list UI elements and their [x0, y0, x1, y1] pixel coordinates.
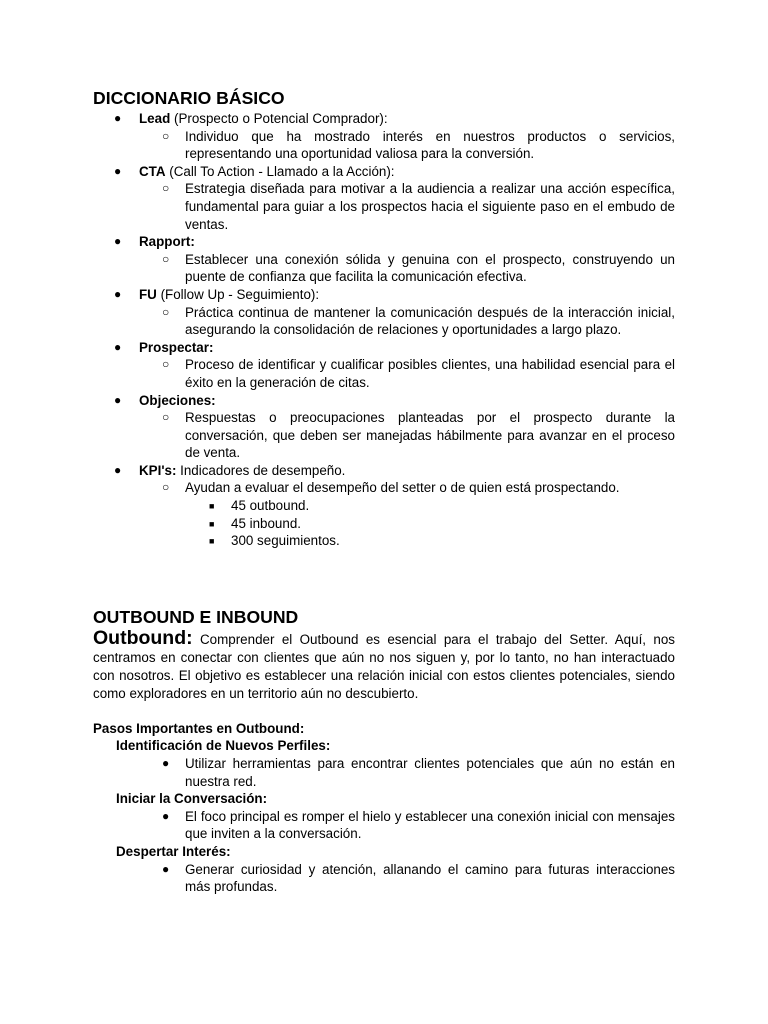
step-title: Identificación de Nuevos Perfiles: [116, 738, 331, 754]
dict-term-item [93, 286, 675, 304]
square-bullet-icon: ■ [209, 518, 215, 529]
outbound-text: Comprender el Outbound es esencial para el trabajo del Setter. Aquí, nos centramos en conectar con clientes que aún no nos siguen y, por lo tanto, no han interactuado con nosotros. El objetivo es establecer una relación inicial con estos clientes potenciales, siendo como exploradores en un territorio aún no descubierto. [93, 631, 675, 701]
dict-definition [93, 356, 675, 391]
circle-bullet-icon: ○ [162, 251, 170, 266]
bullet-icon: ● [114, 462, 122, 477]
step-description [93, 808, 675, 843]
circle-bullet-icon: ○ [162, 128, 170, 143]
outbound-label: Outbound: [93, 626, 193, 649]
definition-text: Ayudan a evaluar el desempeño del setter o de quien está prospectando. [185, 480, 620, 496]
bullet-icon: ● [162, 861, 170, 876]
definition-text: Respuestas o preocupaciones planteadas por el prospecto durante la conversación, que deben ser manejadas hábilmente para avanzar en el proceso de venta. [185, 410, 675, 461]
term-note: (Follow Up - Seguimiento): [156, 286, 320, 302]
kpi-text: 45 outbound. [231, 498, 310, 514]
dict-definition [93, 251, 675, 286]
dict-definition [93, 128, 675, 163]
kpi-list-item [93, 532, 675, 550]
bullet-icon: ● [114, 286, 122, 301]
outbound-paragraph [93, 626, 675, 703]
term-label: KPI's: [139, 462, 177, 478]
step-title: Iniciar la Conversación: [116, 791, 268, 807]
definition-text: Proceso de identificar y cualificar posibles clientes, una habilidad esencial para el éxito en la generación de citas. [185, 357, 675, 390]
bullet-icon: ● [162, 808, 170, 823]
circle-bullet-icon: ○ [162, 304, 170, 319]
bullet-icon: ● [162, 756, 170, 771]
kpi-list-item [93, 497, 675, 515]
step-description [93, 755, 675, 790]
bullet-icon: ● [114, 234, 122, 249]
term-note: Indicadores de desempeño. [176, 462, 346, 478]
dict-definition [93, 180, 675, 233]
definition-text: Estrategia diseñada para motivar a la audiencia a realizar una acción específica, fundamental para guiar a los prospectos hacia el siguiente paso en el embudo de ventas. [185, 181, 675, 232]
dict-term-item [93, 110, 675, 128]
dict-term-item [93, 339, 675, 357]
dict-term-item [93, 462, 675, 480]
kpi-text: 300 seguimientos. [231, 533, 340, 549]
step-text: El foco principal es romper el hielo y establecer una conexión inicial con mensajes que inviten a la conversación. [185, 808, 675, 842]
term-note: (Call To Action - Llamado a la Acción): [165, 163, 395, 179]
term-label: Objeciones: [139, 392, 216, 408]
dict-term-item [93, 392, 675, 410]
bullet-icon: ● [114, 392, 122, 407]
dictionary-heading: DICCIONARIO BÁSICO [93, 88, 285, 108]
square-bullet-icon: ■ [209, 536, 215, 547]
step-title: Despertar Interés: [116, 844, 231, 859]
dict-definition [93, 304, 675, 339]
kpi-list-item [93, 515, 675, 533]
term-note: (Prospecto o Potencial Comprador): [170, 111, 388, 126]
step-text: Generar curiosidad y atención, allanando el camino para futuras interacciones más profundas. [185, 861, 675, 895]
term-label: Prospectar: [139, 339, 214, 355]
term-label: CTA [139, 163, 166, 179]
circle-bullet-icon: ○ [162, 410, 170, 425]
document-page [93, 86, 675, 896]
circle-bullet-icon: ○ [162, 480, 170, 495]
dict-definition [93, 409, 675, 462]
kpi-text: 45 inbound. [231, 515, 301, 531]
bullet-icon: ● [114, 111, 122, 125]
term-label: Rapport: [139, 234, 195, 250]
definition-text: Establecer una conexión sólida y genuina con el prospecto, construyendo un puente de confianza que facilita la comunicación efectiva. [185, 251, 675, 285]
term-label: FU [139, 286, 157, 302]
bullet-icon: ● [114, 339, 122, 354]
steps-heading: Pasos Importantes en Outbound: [93, 720, 305, 736]
definition-text: Práctica continua de mantener la comunicación después de la interacción inicial, asegurando la consolidación de relaciones y oportunidades a largo plazo. [185, 304, 675, 338]
dict-definition [93, 479, 675, 497]
square-bullet-icon: ■ [209, 501, 215, 512]
dict-term-item [93, 233, 675, 251]
step-description [93, 861, 675, 896]
circle-bullet-icon: ○ [162, 181, 170, 196]
step-text: Utilizar herramientas para encontrar clientes potenciales que aún no están en nuestra red. [185, 756, 675, 789]
circle-bullet-icon: ○ [162, 357, 170, 372]
definition-text: Individuo que ha mostrado interés en nuestros productos o servicios, representando una oportunidad valiosa para la conversión. [185, 128, 675, 162]
bullet-icon: ● [114, 163, 122, 178]
term-label: Lead [139, 111, 171, 126]
dict-term-item [93, 163, 675, 181]
outbound-inbound-heading: OUTBOUND E INBOUND [93, 606, 299, 627]
